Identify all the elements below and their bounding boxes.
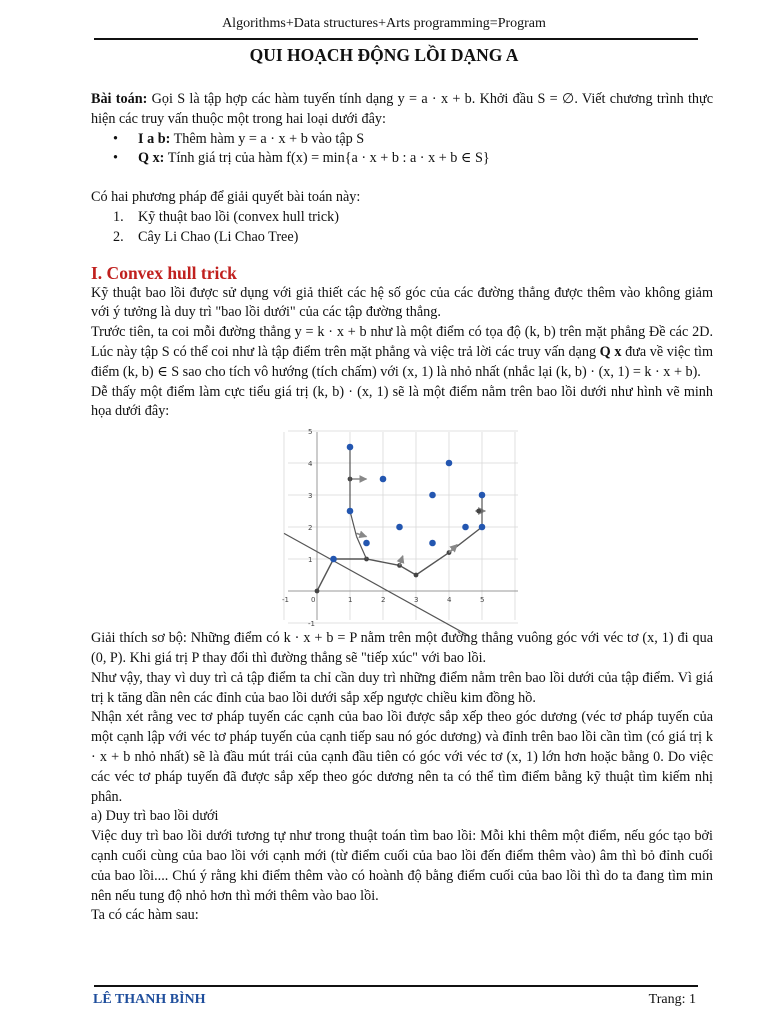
- page-title: QUI HOẠCH ĐỘNG LỒI DẠNG A: [249, 45, 519, 65]
- data-point: [396, 524, 403, 531]
- main-content: [91, 90, 713, 926]
- data-point: [330, 556, 337, 563]
- paragraph: Như vậy, thay vì duy trì cả tập điểm ta chỉ cần duy trì những điểm nằm trên bao lồi dưới của tập điểm. Vì giá trị k tăng dần nên các đỉnh của bao lồi dưới sắp xếp ngược chiều kim đồng hồ.: [91, 669, 713, 706]
- x-tick-label: 1: [348, 596, 353, 605]
- hull-vertex: [414, 573, 419, 578]
- query-type-list: [91, 130, 713, 170]
- y-tick-label: 3: [308, 492, 313, 501]
- paragraph-bold: Q x: [596, 343, 626, 360]
- paragraph: Dễ thấy một điểm làm cực tiểu giá trị (k, b) · (x, 1) sẽ là một điểm nằm trên bao lồi dưới như hình vẽ minh họa dưới đây:: [91, 383, 713, 420]
- x-tick-label: 2: [381, 596, 386, 605]
- paragraph: Việc duy trì bao lồi dưới tương tự như trong thuật toán tìm bao lồi: Mỗi khi thêm một điểm, nếu góc tạo bởi cạnh cuối cùng của bao lồi với cạnh mới (từ điểm cuối của bao lồi đến điểm thêm vào) âm thì bỏ đỉnh cuối của bao lồi.... Chú ý rằng khi điểm thêm vào có hoành độ bằng điểm cuối của bao lồi thì do ta đang tìm min nên nếu tung độ nhỏ hơn thì mới thêm vào bao lồi.: [91, 828, 713, 904]
- problem-statement: [91, 90, 713, 130]
- query-text: Tính giá trị của hàm f(x) = min{a · x + b : a · x + b ∈ S}: [164, 150, 490, 167]
- data-point: [446, 460, 453, 467]
- data-point: [347, 444, 354, 451]
- x-tick-label: -1: [282, 596, 289, 605]
- methods-intro: Có hai phương pháp để giải quyết bài toán này:: [91, 189, 361, 206]
- query-label: I a b:: [138, 130, 171, 147]
- query-label: Q x:: [138, 150, 165, 167]
- data-point: [429, 492, 436, 499]
- footer-author: LÊ THANH BÌNH: [93, 992, 206, 1007]
- x-tick-label: 5: [480, 596, 485, 605]
- convex-hull-figure: [282, 428, 520, 629]
- data-point: [380, 476, 387, 483]
- paragraph: Giải thích sơ bộ: Những điểm có k · x + b = P nằm trên một đường thẳng vuông góc với véc tơ (x, 1) đi qua (0, P). Khi giá trị P thay đổi thì đường thẳng sẽ "tiếp xúc" với bao lồi.: [91, 630, 713, 666]
- method-text: Cây Li Chao (Li Chao Tree): [138, 228, 299, 245]
- convex-hull-plot: [282, 428, 520, 629]
- running-header: Algorithms+Data structures+Arts programming=Program: [222, 16, 546, 31]
- paragraph-text: đưa về việc tìm điểm (k, b) ∈ S sao cho tích vô hướng (tích chấm) với (x, 1) là nhỏ nhất (nhắc lại (k, b) · (x, 1) = k · x + b).: [91, 343, 713, 380]
- y-tick-label: 2: [308, 524, 313, 533]
- y-tick-label: 4: [308, 460, 313, 469]
- hull-vertex: [315, 589, 320, 594]
- x-tick-label: 3: [414, 596, 419, 605]
- y-tick-label: 5: [308, 428, 313, 437]
- footer-page-number: Trang: 1: [648, 992, 696, 1007]
- problem-label: Bài toán:: [91, 91, 148, 107]
- paragraph: Kỹ thuật bao lồi được sử dụng với giả thiết các hệ số góc của các đường thẳng được thêm vào không giảm với ý tưởng là duy trì "bao lồi dưới" của các tập đường thẳng.: [91, 284, 713, 321]
- data-point: [347, 508, 354, 515]
- list-number: 2.: [113, 228, 124, 245]
- section-heading: I. Convex hull trick: [91, 262, 237, 283]
- y-tick-label: -1: [308, 620, 315, 629]
- paragraph: Nhận xét rằng vec tơ pháp tuyến các cạnh của bao lồi được sắp xếp theo góc dương (véc tơ pháp tuyến của một cạnh lập với véc tơ pháp tuyến của cạnh tiếp sau nó góc dương) và đỉnh trên bao lồi cần tìm (có giá trị k · x + b nhỏ nhất) sẽ là đầu mút trái của cạnh đầu tiên có góc với véc tơ (x, 1) lớn hơn hoặc bằng 0. Do việc các véc tơ pháp tuyến đã được sắp xếp theo góc dương nên ta có thể tìm điểm bằng kỹ thuật tìm kiếm nhị phân.: [91, 709, 713, 805]
- query-text: Thêm hàm y = a · x + b vào tập S: [170, 130, 365, 147]
- paragraph-text: Trước tiên, ta coi mỗi đường thẳng y = k · x + b như là một điểm có tọa độ (k, b) trên mặt phẳng Đề các 2D. Lúc này tập S có thể coi như là tập điểm trên mặt phẳng và việc trả lời các truy vấn dạng: [91, 324, 713, 360]
- subsection-heading: a) Duy trì bao lồi dưới: [91, 808, 219, 825]
- y-tick-label: 1: [308, 556, 313, 565]
- methods-list: [91, 208, 713, 248]
- list-number: 1.: [113, 208, 124, 225]
- problem-text: Gọi S là tập hợp các hàm tuyến tính dạng y = a · x + b. Khởi đầu S = ∅. Viết chương trình thực hiện các truy vấn thuộc một trong hai loại dưới đây:: [91, 91, 714, 127]
- data-point: [363, 540, 370, 547]
- footer-divider: [94, 985, 698, 987]
- list-item: [113, 130, 713, 150]
- x-tick-label: 4: [447, 596, 452, 605]
- method-text: Kỹ thuật bao lồi (convex hull trick): [138, 208, 339, 225]
- paragraph: [91, 323, 713, 382]
- x-tick-label: 0: [311, 596, 316, 605]
- list-item: [113, 228, 713, 248]
- data-point: [429, 540, 436, 547]
- header-divider: [94, 38, 698, 40]
- hull-vertex: [476, 509, 481, 514]
- list-item: [113, 149, 713, 169]
- paragraph: Ta có các hàm sau:: [91, 907, 199, 924]
- data-point: [479, 524, 486, 531]
- list-item: [113, 208, 713, 228]
- data-point: [479, 492, 486, 499]
- data-point: [462, 524, 469, 531]
